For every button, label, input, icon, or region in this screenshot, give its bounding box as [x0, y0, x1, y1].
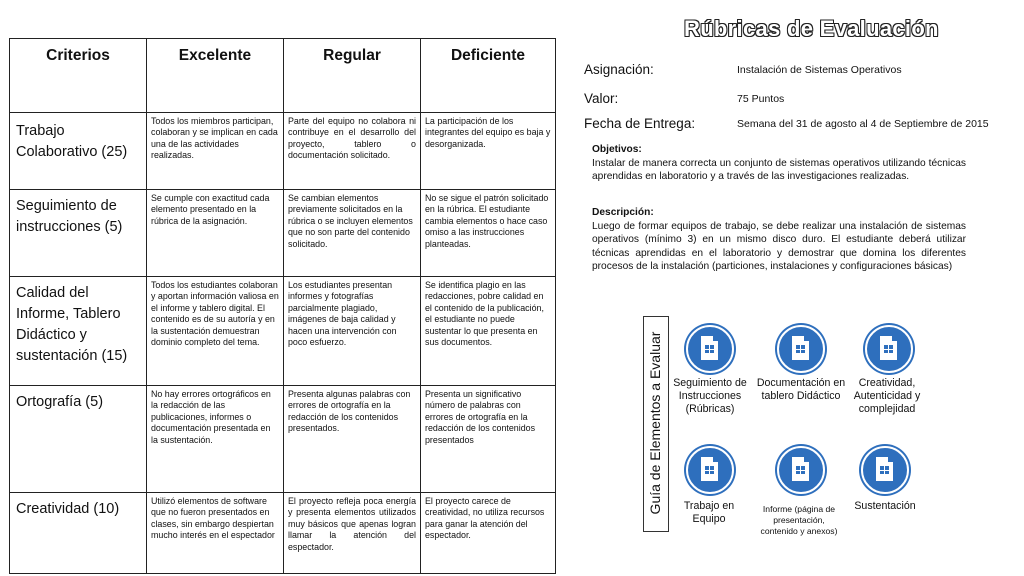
windows-document-icon [686, 446, 734, 494]
fecha-value: Semana del 31 de agosto al 4 de Septiembre de 2015 [737, 118, 989, 130]
guide-item-informe: Informe (página de presentación, contenido y anexos) [760, 504, 838, 536]
guide-item-seguimiento: Seguimiento de Instrucciones (Rúbricas) [673, 377, 747, 415]
guide-label: Guía de Elementos a Evaluar [647, 331, 663, 515]
descripcion-title: Descripción: [592, 207, 654, 218]
table-header-row [10, 39, 556, 113]
valor-label: Valor: [584, 91, 619, 106]
row-regular: El proyecto refleja poca energía y presenta elementos utilizados muy básicos que apenas logran llamar la atención del espectador. [284, 493, 421, 574]
row-excelente: Todos los estudiantes colaboran y aportan información valiosa en el informe y tablero digital. El contenido es de su autoría y en la sustentación demuestran dominio completo del tema. [147, 277, 284, 386]
row-deficiente: No se sigue el patrón solicitado en la rúbrica. El estudiante cambia elementos o hace caso omiso a las instrucciones planteadas. [421, 190, 556, 277]
row-criterion: Seguimiento de instrucciones (5) [10, 190, 147, 277]
row-excelente: No hay errores ortográficos en la redacción de las publicaciones, informes o documentación presentada en la sustentación. [147, 386, 284, 493]
row-excelente: Todos los miembros participan, colaboran y se implican en cada una de las actividades realizadas. [147, 113, 284, 190]
table-row [10, 386, 556, 493]
header-excelente: Excelente [147, 39, 284, 113]
row-excelente: Se cumple con exactitud cada elemento presentado en la rúbrica de la asignación. [147, 190, 284, 277]
row-regular: Presenta algunas palabras con errores de ortografía en la redacción de los contenidos presentados. [284, 386, 421, 493]
descripcion-section [592, 206, 966, 274]
asignacion-value: Instalación de Sistemas Operativos [737, 64, 902, 76]
table-row [10, 113, 556, 190]
windows-document-icon [777, 325, 825, 373]
table-row [10, 190, 556, 277]
guide-item-trabajo: Trabajo en Equipo [683, 500, 735, 525]
asignacion-label: Asignación: [584, 62, 654, 77]
row-criterion: Trabajo Colaborativo (25) [10, 113, 147, 190]
windows-document-icon [861, 446, 909, 494]
rubric-table [9, 38, 556, 574]
row-deficiente: Presenta un significativo número de palabras con errores de ortografía en la redacción de los contenidos presentados [421, 386, 556, 493]
header-regular: Regular [284, 39, 421, 113]
row-regular: Se cambian elementos previamente solicitados en la rúbrica o se incluyen elementos que no son parte del contenido solicitado. [284, 190, 421, 277]
row-deficiente: Se identifica plagio en las redacciones, pobre calidad en el contenido de la publicación, el estudiante no puede sustentar lo que presenta en sus documentos. [421, 277, 556, 386]
guide-item-creatividad: Creatividad, Autenticidad y complejidad [853, 377, 921, 415]
valor-value: 75 Puntos [737, 93, 785, 105]
objetivos-title: Objetivos: [592, 144, 642, 155]
objetivos-text: Instalar de manera correcta un conjunto de sistemas operativos utilizando técnicas aprendidas en laboratorio y a través de las investigaciones realizadas. [592, 157, 966, 182]
guide-item-documentacion: Documentación en tablero Didáctico [756, 377, 846, 402]
row-criterion: Creatividad (10) [10, 493, 147, 574]
objetivos-section [592, 143, 966, 184]
guide-item-sustentacion: Sustentación [854, 500, 916, 512]
row-excelente: Utilizó elementos de software que no fueron presentados en clases, sin embargo despiertan mucho interés en el espectador [147, 493, 284, 574]
header-criterios: Criterios [10, 39, 147, 113]
row-regular: Parte del equipo no colabora ni contribuye en el desarrollo del proyecto, tablero o documentación solicitado. [284, 113, 421, 190]
row-regular: Los estudiantes presentan informes y fotografías parcialmente plagiado, imágenes de baja calidad y hacen una intervención con poco esfuerzo. [284, 277, 421, 386]
table-row [10, 277, 556, 386]
header-deficiente: Deficiente [421, 39, 556, 113]
row-deficiente: La participación de los integrantes del equipo es baja y desorganizada. [421, 113, 556, 190]
fecha-label: Fecha de Entrega: [584, 116, 696, 131]
windows-document-icon [865, 325, 913, 373]
row-deficiente: El proyecto carece de creatividad, no utiliza recursos para ganar la atención del espectador. [421, 493, 556, 574]
row-criterion: Ortografía (5) [10, 386, 147, 493]
page-title: Rúbricas de Evaluación [684, 16, 939, 41]
windows-document-icon [777, 446, 825, 494]
windows-document-icon [686, 325, 734, 373]
table-row [10, 493, 556, 574]
row-criterion: Calidad del Informe, Tablero Didáctico y sustentación (15) [10, 277, 147, 386]
descripcion-text: Luego de formar equipos de trabajo, se debe realizar una instalación de sistemas operativos (mínimo 3) en un mismo disco duro. El estudiante deberá utilizar técnicas aprendidas en el laboratorio y demostrar que domina los diferentes procesos de la instalación (particiones, instalaciones y configuraciones básicas) [592, 220, 966, 272]
